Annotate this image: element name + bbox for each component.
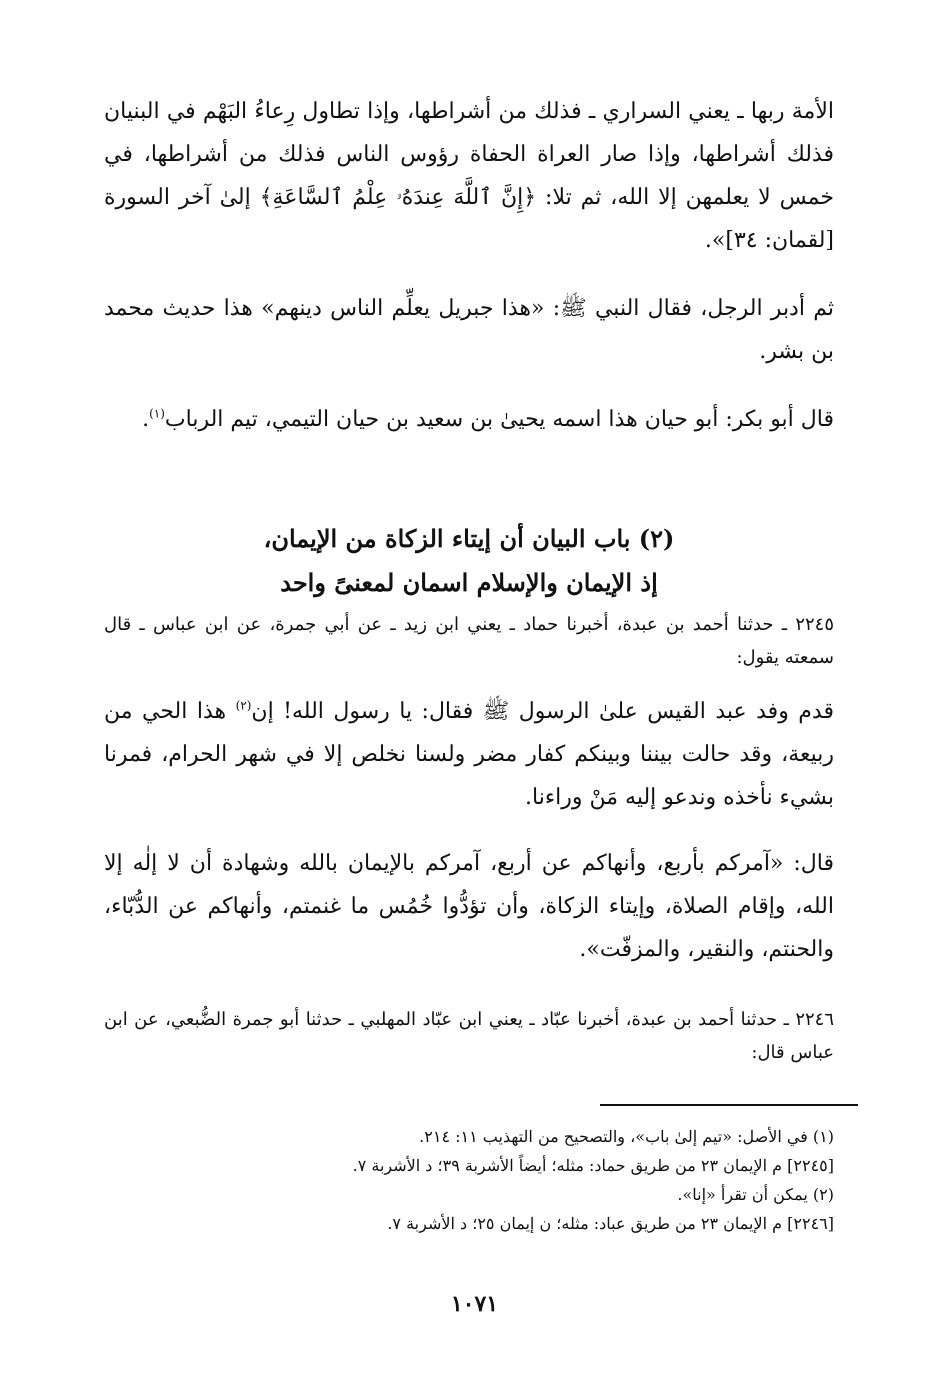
isnad-text: ٢٢٤٦ ـ حدثنا أحمد بن عبدة، أخبرنا عبّاد ـ يعني ابن عبّاد المهلبي ـ حدثنا أبو جمرة الضُّبعي، عن ابن عباس قال: <box>104 1009 834 1063</box>
footnote-ref: (١) <box>149 406 165 421</box>
hadith-2246-isnad <box>104 1003 834 1069</box>
hadith-text-part-1: قدم وفد عبد القيس علىٰ الرسول ﷺ فقال: يا رسول الله! إن <box>251 699 834 724</box>
footnotes <box>170 1122 834 1238</box>
abu-bakr-note-paragraph <box>104 398 834 441</box>
hadith-text-part-2: هذا الحي من ربيعة، وقد حالت بيننا وبينكم كفار مضر ولسنا نخلص إلا في شهر الحرام، فمرنا بشيء نأخذه وندعو إليه مَنْ وراءنا. <box>104 699 834 810</box>
footnote-divider <box>600 1104 858 1106</box>
page-number: ١٠٧١ <box>450 1291 499 1317</box>
footnote-2: (٢) يمكن أن تقرأ «إنا». <box>677 1185 834 1204</box>
footnote-ref-2245: [٢٢٤٥] م الإيمان ٢٣ من طريق حماد: مثله؛ أيضاً الأشربة ٣٩؛ د الأشربة ٧. <box>352 1156 834 1175</box>
hadith-2245-text <box>104 690 834 819</box>
paragraph-text: ثم أدبر الرجل، فقال النبي ﷺ: «هذا جبريل يعلِّم الناس دينهم» هذا حديث محمد بن بشر. <box>104 296 834 364</box>
chapter-heading-line-1: (٢) باب البيان أن إيتاء الزكاة من الإيمان، <box>263 524 675 553</box>
hadith-2245-answer <box>104 842 834 971</box>
footnote-ref: (٢) <box>235 698 252 713</box>
chapter-heading <box>104 517 834 605</box>
footnote-ref-2246: [٢٢٤٦] م الإيمان ٢٣ من طريق عباد: مثله؛ ن إيمان ٢٥؛ د الأشربة ٧. <box>387 1214 834 1233</box>
chapter-heading-line-2: إذ الإيمان والإسلام اسمان لمعنىً واحد <box>280 568 658 597</box>
paragraph-text: قال أبو بكر: أبو حيان هذا اسمه يحيىٰ بن سعيد بن حيان التيمي، تيم الرباب <box>164 407 834 432</box>
narration-end-paragraph <box>104 287 834 373</box>
footnote-1: (١) في الأصل: «تيم إلىٰ باب»، والتصحيح من التهذيب ١١: ٢١٤. <box>419 1127 834 1146</box>
paragraph-text: الأمة ربها ـ يعني السراري ـ فذلك من أشراطها، وإذا تطاول رِعاءُ البَهْم في البنيان فذلك أشراطها، وإذا صار العراة الحفاة رؤوس الناس فذلك من أشراطها، في خمس لا يعلمهن إلا الله، ثم تلا: ﴿إِنَّ ٱللَّهَ عِندَهُۥ عِلْمُ ٱلسَّاعَةِ﴾ إلىٰ آخر السورة [لقمان: ٣٤]». <box>104 99 834 253</box>
answer-text: قال: «آمركم بأربع، وأنهاكم عن أربع، آمركم بالإيمان بالله وشهادة أن لا إلٰه إلا الله، وإقام الصلاة، وإيتاء الزكاة، وأن تؤدُّوا خُمُس ما غنمتم، وأنهاكم عن الدُّبّاء، والحنتم، والنقير، والمزفّت». <box>104 851 834 962</box>
continued-hadith-paragraph <box>104 90 834 262</box>
final-period: . <box>142 407 150 432</box>
hadith-2245-isnad <box>104 608 834 674</box>
isnad-text: ٢٢٤٥ ـ حدثنا أحمد بن عبدة، أخبرنا حماد ـ يعني ابن زيد ـ عن أبي جمرة، عن ابن عباس ـ قال سمعته يقول: <box>104 614 834 668</box>
